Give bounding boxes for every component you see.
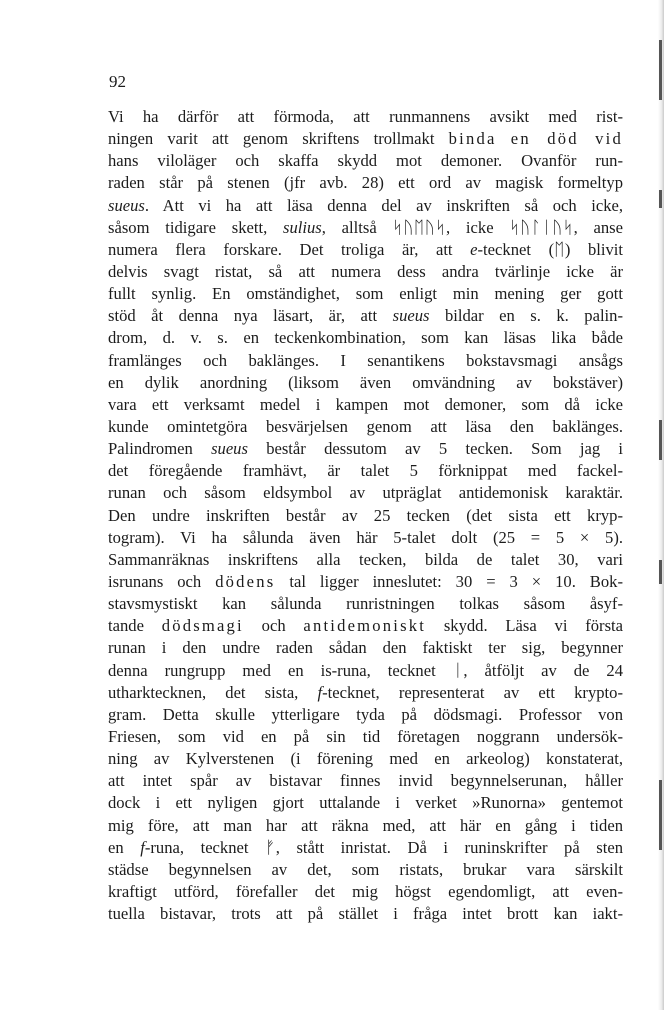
- text-span: runan i den undre raden sådan den faktiskt ter sig, begynner: [108, 638, 623, 658]
- text-line: [108, 726, 623, 748]
- scan-mark: [659, 420, 662, 460]
- text-span: togram). Vi ha sålunda även här 5-talet dolt (25 = 5 × 5).: [108, 527, 623, 547]
- text-span: såsom tidigare skett,: [108, 217, 284, 237]
- scan-mark: [659, 560, 662, 584]
- text-span: det föregående framhävt, är talet 5 förknippat med fackel-: [108, 461, 623, 481]
- text-span: stavsmystiskt kan sålunda runristningen tolkas såsom åsyf-: [108, 594, 623, 614]
- text-span: Friesen, som vid en på sin tid företagen noggrann undersök-: [108, 726, 623, 746]
- text-span: Den undre inskriften består av 25 tecken (det sista ett kryp-: [108, 505, 623, 525]
- text-line: [108, 505, 623, 527]
- text-line: [108, 438, 623, 460]
- text-span: dock i ett nyligen gjort uttalande i verket »Runorna» gentemot: [108, 793, 623, 813]
- text-span: fullt synlig. En omständighet, som enligt min mening ger gott: [108, 284, 623, 304]
- text-span: dödens: [215, 571, 276, 591]
- text-span: sueus: [108, 195, 145, 215]
- text-line: [108, 172, 623, 194]
- text-line: [108, 283, 623, 305]
- text-span: sueus: [392, 306, 430, 326]
- text-line: [108, 748, 623, 770]
- text-span: ) blivit: [564, 239, 623, 259]
- text-line: [108, 859, 623, 881]
- text-span: en dylik anordning (liksom även omvändning av bokstäver): [108, 372, 623, 392]
- text-line: [108, 106, 623, 128]
- text-line: [108, 903, 623, 925]
- text-span: och: [243, 616, 304, 636]
- text-line: [108, 682, 623, 704]
- text-span: denna rungrupp med en is-runa, tecknet: [108, 660, 453, 680]
- page-number: 92: [109, 72, 126, 91]
- text-line: [108, 261, 623, 283]
- text-line: [108, 195, 623, 217]
- text-line: [108, 372, 623, 394]
- text-span: en död vid: [510, 129, 623, 149]
- text-line: [108, 815, 623, 837]
- text-span: bildar en s. k. palin-: [429, 306, 623, 326]
- text-span: ningen varit att genom skriftens trollmakt: [108, 129, 449, 149]
- text-line: [108, 593, 623, 615]
- text-span: vara ett verksamt medel i kampen mot demoner, som då icke: [108, 394, 623, 414]
- scan-edge: [658, 0, 664, 1010]
- text-span: utharktecknen, det sista,: [108, 682, 318, 702]
- text-span: -tecknet (: [477, 239, 555, 259]
- rune-glyph: ᛋᚢᛚᛁᚢᛋ: [509, 217, 574, 238]
- rune-glyph: ᛖ: [554, 239, 565, 260]
- text-span: städse begynnelsen av det, som ristats, brukar vara särskilt: [108, 859, 623, 879]
- text-span: runan och såsom eldsymbol av utpräglat antidemonisk karaktär.: [108, 483, 623, 503]
- text-span: isrunans och: [108, 571, 216, 591]
- text-span: binda: [448, 129, 497, 149]
- text-span: , icke: [446, 217, 510, 237]
- rune-glyph: ᛁ: [452, 660, 464, 681]
- text-span: består dessutom av 5 tecken. Som jag i: [247, 439, 624, 459]
- text-line: [108, 637, 623, 659]
- text-line: [108, 128, 623, 150]
- text-span: , anse: [573, 217, 623, 237]
- text-span: att intet spår av bistavar finnes invid begynnelserunan, håller: [108, 771, 623, 791]
- text-span: antidemoniskt: [303, 616, 427, 636]
- text-line: [108, 837, 623, 859]
- text-span: sulius: [283, 217, 322, 237]
- text-line: [108, 660, 623, 682]
- text-span: , stått inristat. Då i runinskrifter på sten: [275, 837, 623, 857]
- scan-mark: [659, 190, 662, 208]
- text-span: kraftigt utförd, förefaller det mig högst egendomligt, att even-: [108, 881, 623, 901]
- text-span: drom, d. v. s. en teckenkombination, som kan läsas lika både: [108, 328, 623, 348]
- text-line: [108, 792, 623, 814]
- text-span: , alltså: [321, 217, 393, 237]
- scan-mark: [659, 40, 662, 100]
- text-line: [108, 527, 623, 549]
- rune-glyph: ᛋᚢᛖᚢᛋ: [392, 217, 446, 238]
- text-line: [108, 217, 623, 239]
- text-line: [108, 460, 623, 482]
- text-span: ning av Kylverstenen (i förening med en arkeolog) konstaterat,: [108, 749, 623, 769]
- text-line: [108, 305, 623, 327]
- text-span: f: [140, 837, 145, 857]
- text-span: en: [108, 837, 141, 857]
- text-line: [108, 239, 623, 261]
- text-span: hans viloläger och skaffa skydd mot demoner. Ovanför run-: [108, 151, 623, 171]
- text-line: [108, 482, 623, 504]
- text-span: tande: [108, 616, 162, 636]
- text-span: numera flera forskare. Det troliga är, att: [108, 239, 471, 259]
- text-span: tuella bistavar, trots att på stället i fråga intet brott kan iakt-: [108, 904, 623, 924]
- text-line: [108, 615, 623, 637]
- rune-glyph: ᚠ: [265, 837, 276, 858]
- text-span: mig före, att man har att räkna med, att här en gång i tiden: [108, 815, 623, 835]
- text-line: [108, 881, 623, 903]
- text-line: [108, 770, 623, 792]
- body-text: [108, 106, 623, 925]
- text-line: [108, 327, 623, 349]
- scan-mark: [659, 780, 662, 850]
- text-span: . Att vi ha att läsa denna del av inskriften så och icke,: [144, 195, 623, 215]
- text-span: Sammanräknas inskriftens alla tecken, bilda de talet 30, vari: [108, 549, 623, 569]
- text-span: framlänges och baklänges. I senantikens bokstavsmagi ansågs: [108, 350, 623, 370]
- text-span: -tecknet, representerat av ett krypto-: [322, 682, 623, 702]
- text-span: dödsmagi: [161, 616, 244, 636]
- text-line: [108, 150, 623, 172]
- text-span: stöd åt denna nya läsart, är, att: [108, 306, 393, 326]
- text-line: [108, 416, 623, 438]
- text-span: e: [470, 239, 478, 259]
- text-line: [108, 549, 623, 571]
- text-line: [108, 394, 623, 416]
- text-line: [108, 704, 623, 726]
- text-span: , åtföljt av de 24: [463, 660, 623, 680]
- text-line: [108, 571, 623, 593]
- text-line: [108, 350, 623, 372]
- text-span: kunde omintetgöra besvärjelsen genom att läsa den baklänges.: [108, 416, 623, 436]
- text-span: gram. Detta skulle ytterligare tyda på dödsmagi. Professor von: [108, 704, 623, 724]
- text-span: f: [317, 682, 323, 702]
- text-span: skydd. Läsa vi första: [426, 616, 624, 636]
- text-span: sueus: [211, 439, 248, 459]
- text-span: -runa, tecknet: [144, 837, 266, 857]
- text-span: tal ligger inneslutet: 30 = 3 × 10. Bok-: [275, 571, 623, 591]
- text-span: delvis svagt ristat, så att numera dess andra tvärlinje icke är: [108, 261, 623, 281]
- text-span: Vi ha därför att förmoda, att runmannens avsikt med rist-: [108, 107, 623, 126]
- text-span: [497, 129, 511, 148]
- text-span: raden står på stenen (jfr avb. 28) ett ord av magisk formeltyp: [108, 173, 623, 193]
- text-span: Palindromen: [108, 439, 212, 459]
